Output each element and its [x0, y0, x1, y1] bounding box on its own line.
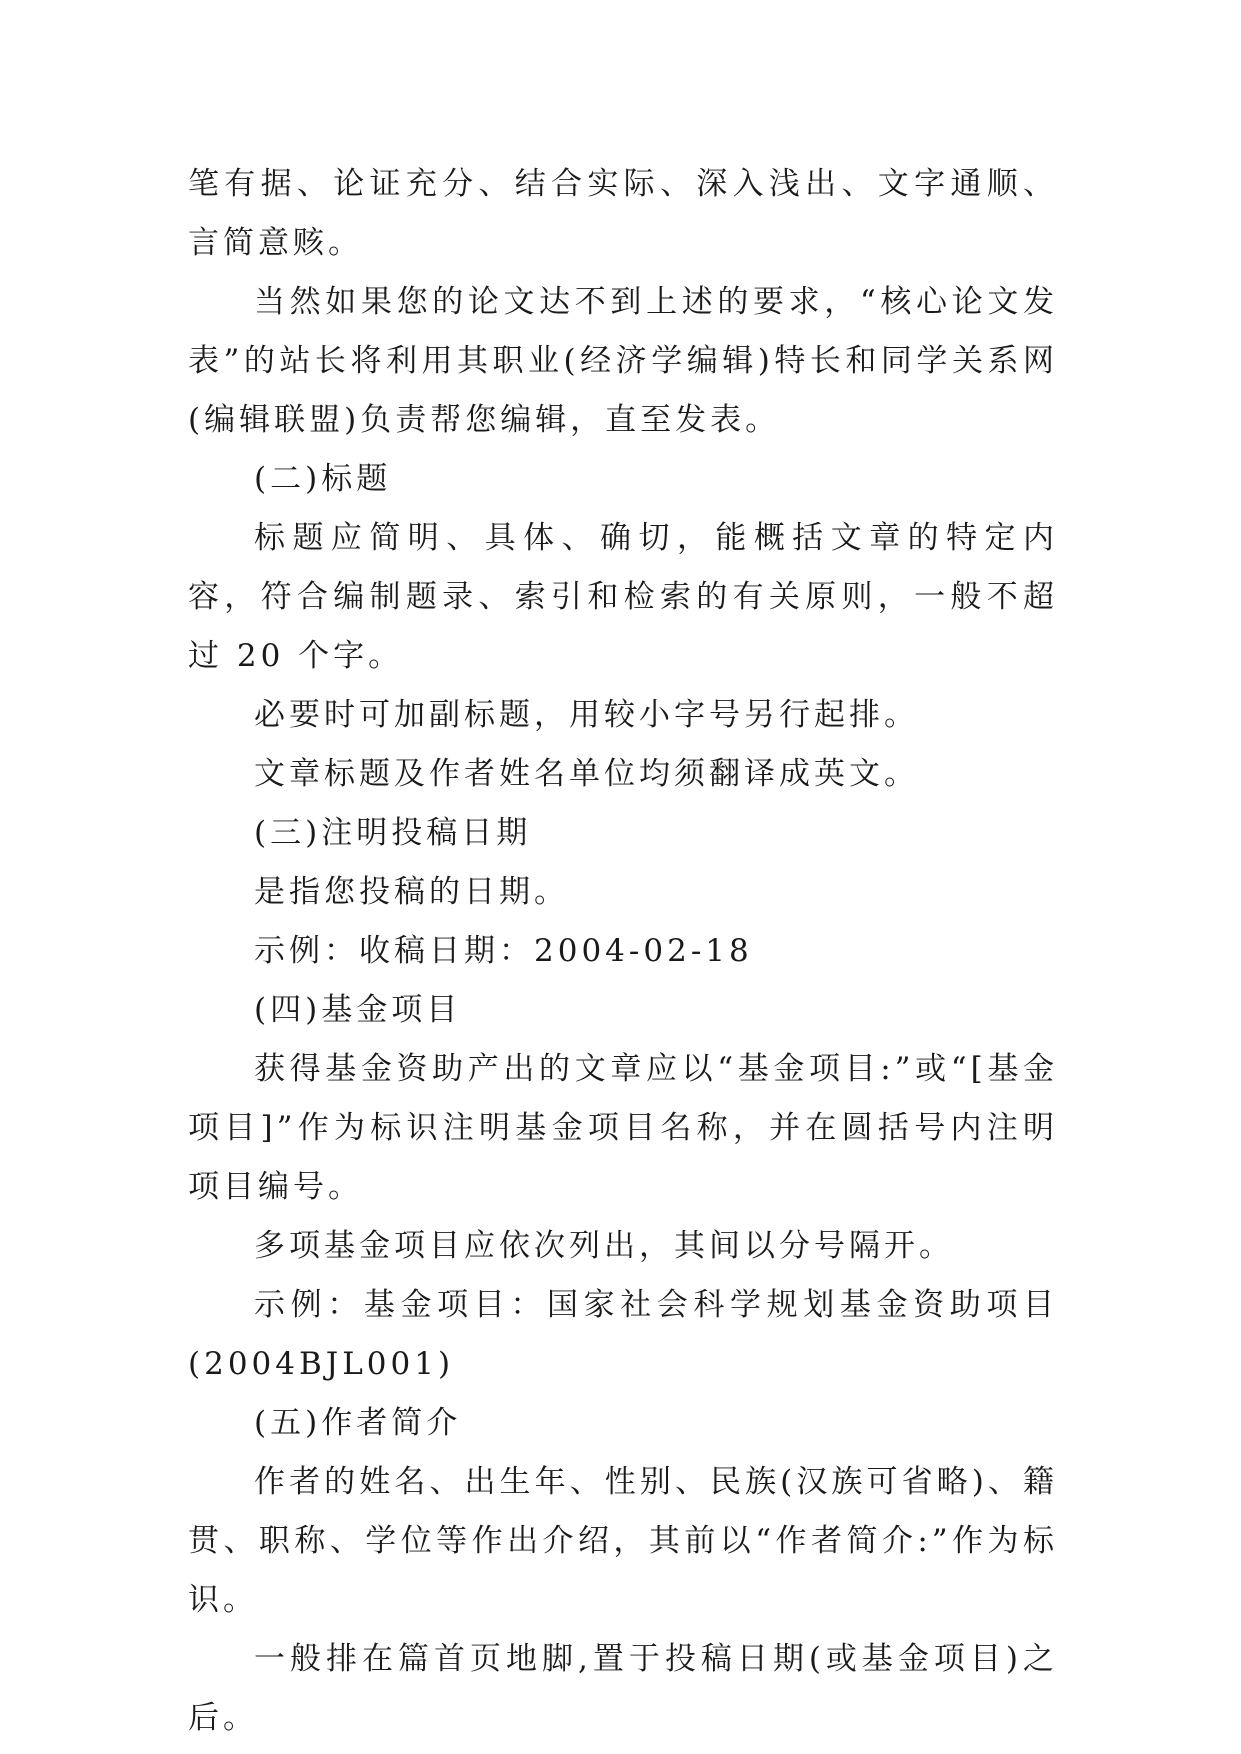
section-heading: (二)标题 — [254, 461, 392, 497]
document-body — [188, 155, 1058, 1748]
example-line: 示例：收稿日期：2004-02-18 — [254, 933, 753, 969]
paragraph: 文章标题及作者姓名单位均须翻译成英文。 — [254, 756, 919, 792]
example-line: 示例：基金项目：国家社会科学规划基金资助项目(2004BJL001) — [188, 1287, 1058, 1382]
section-heading: (四)基金项目 — [254, 992, 462, 1028]
paragraph: 笔有据、论证充分、结合实际、深入浅出、文字通顺、言简意赅。 — [188, 166, 1058, 261]
paragraph: 一般排在篇首页地脚,置于投稿日期(或基金项目)之后。 — [188, 1641, 1058, 1736]
paragraph: 标题应简明、具体、确切，能概括文章的特定内容，符合编制题录、索引和检索的有关原则，一般不超过 20 个字。 — [188, 520, 1058, 674]
paragraph: 获得基金资助产出的文章应以“基金项目:”或“[基金项目]”作为标识注明基金项目名称，并在圆括号内注明项目编号。 — [188, 1051, 1058, 1205]
section-heading: (三)注明投稿日期 — [254, 815, 532, 851]
paragraph: 当然如果您的论文达不到上述的要求，“核心论文发表”的站长将利用其职业(经济学编辑)特长和同学关系网(编辑联盟)负责帮您编辑，直至发表。 — [188, 284, 1058, 438]
paragraph: 必要时可加副标题，用较小字号另行起排。 — [254, 697, 919, 733]
paragraph: 作者的姓名、出生年、性别、民族(汉族可省略)、籍贯、职称、学位等作出介绍，其前以“作者简介:”作为标识。 — [188, 1464, 1058, 1618]
section-heading: (五)作者简介 — [254, 1405, 462, 1441]
paragraph: 多项基金项目应依次列出，其间以分号隔开。 — [254, 1228, 954, 1264]
paragraph: 是指您投稿的日期。 — [254, 874, 569, 910]
